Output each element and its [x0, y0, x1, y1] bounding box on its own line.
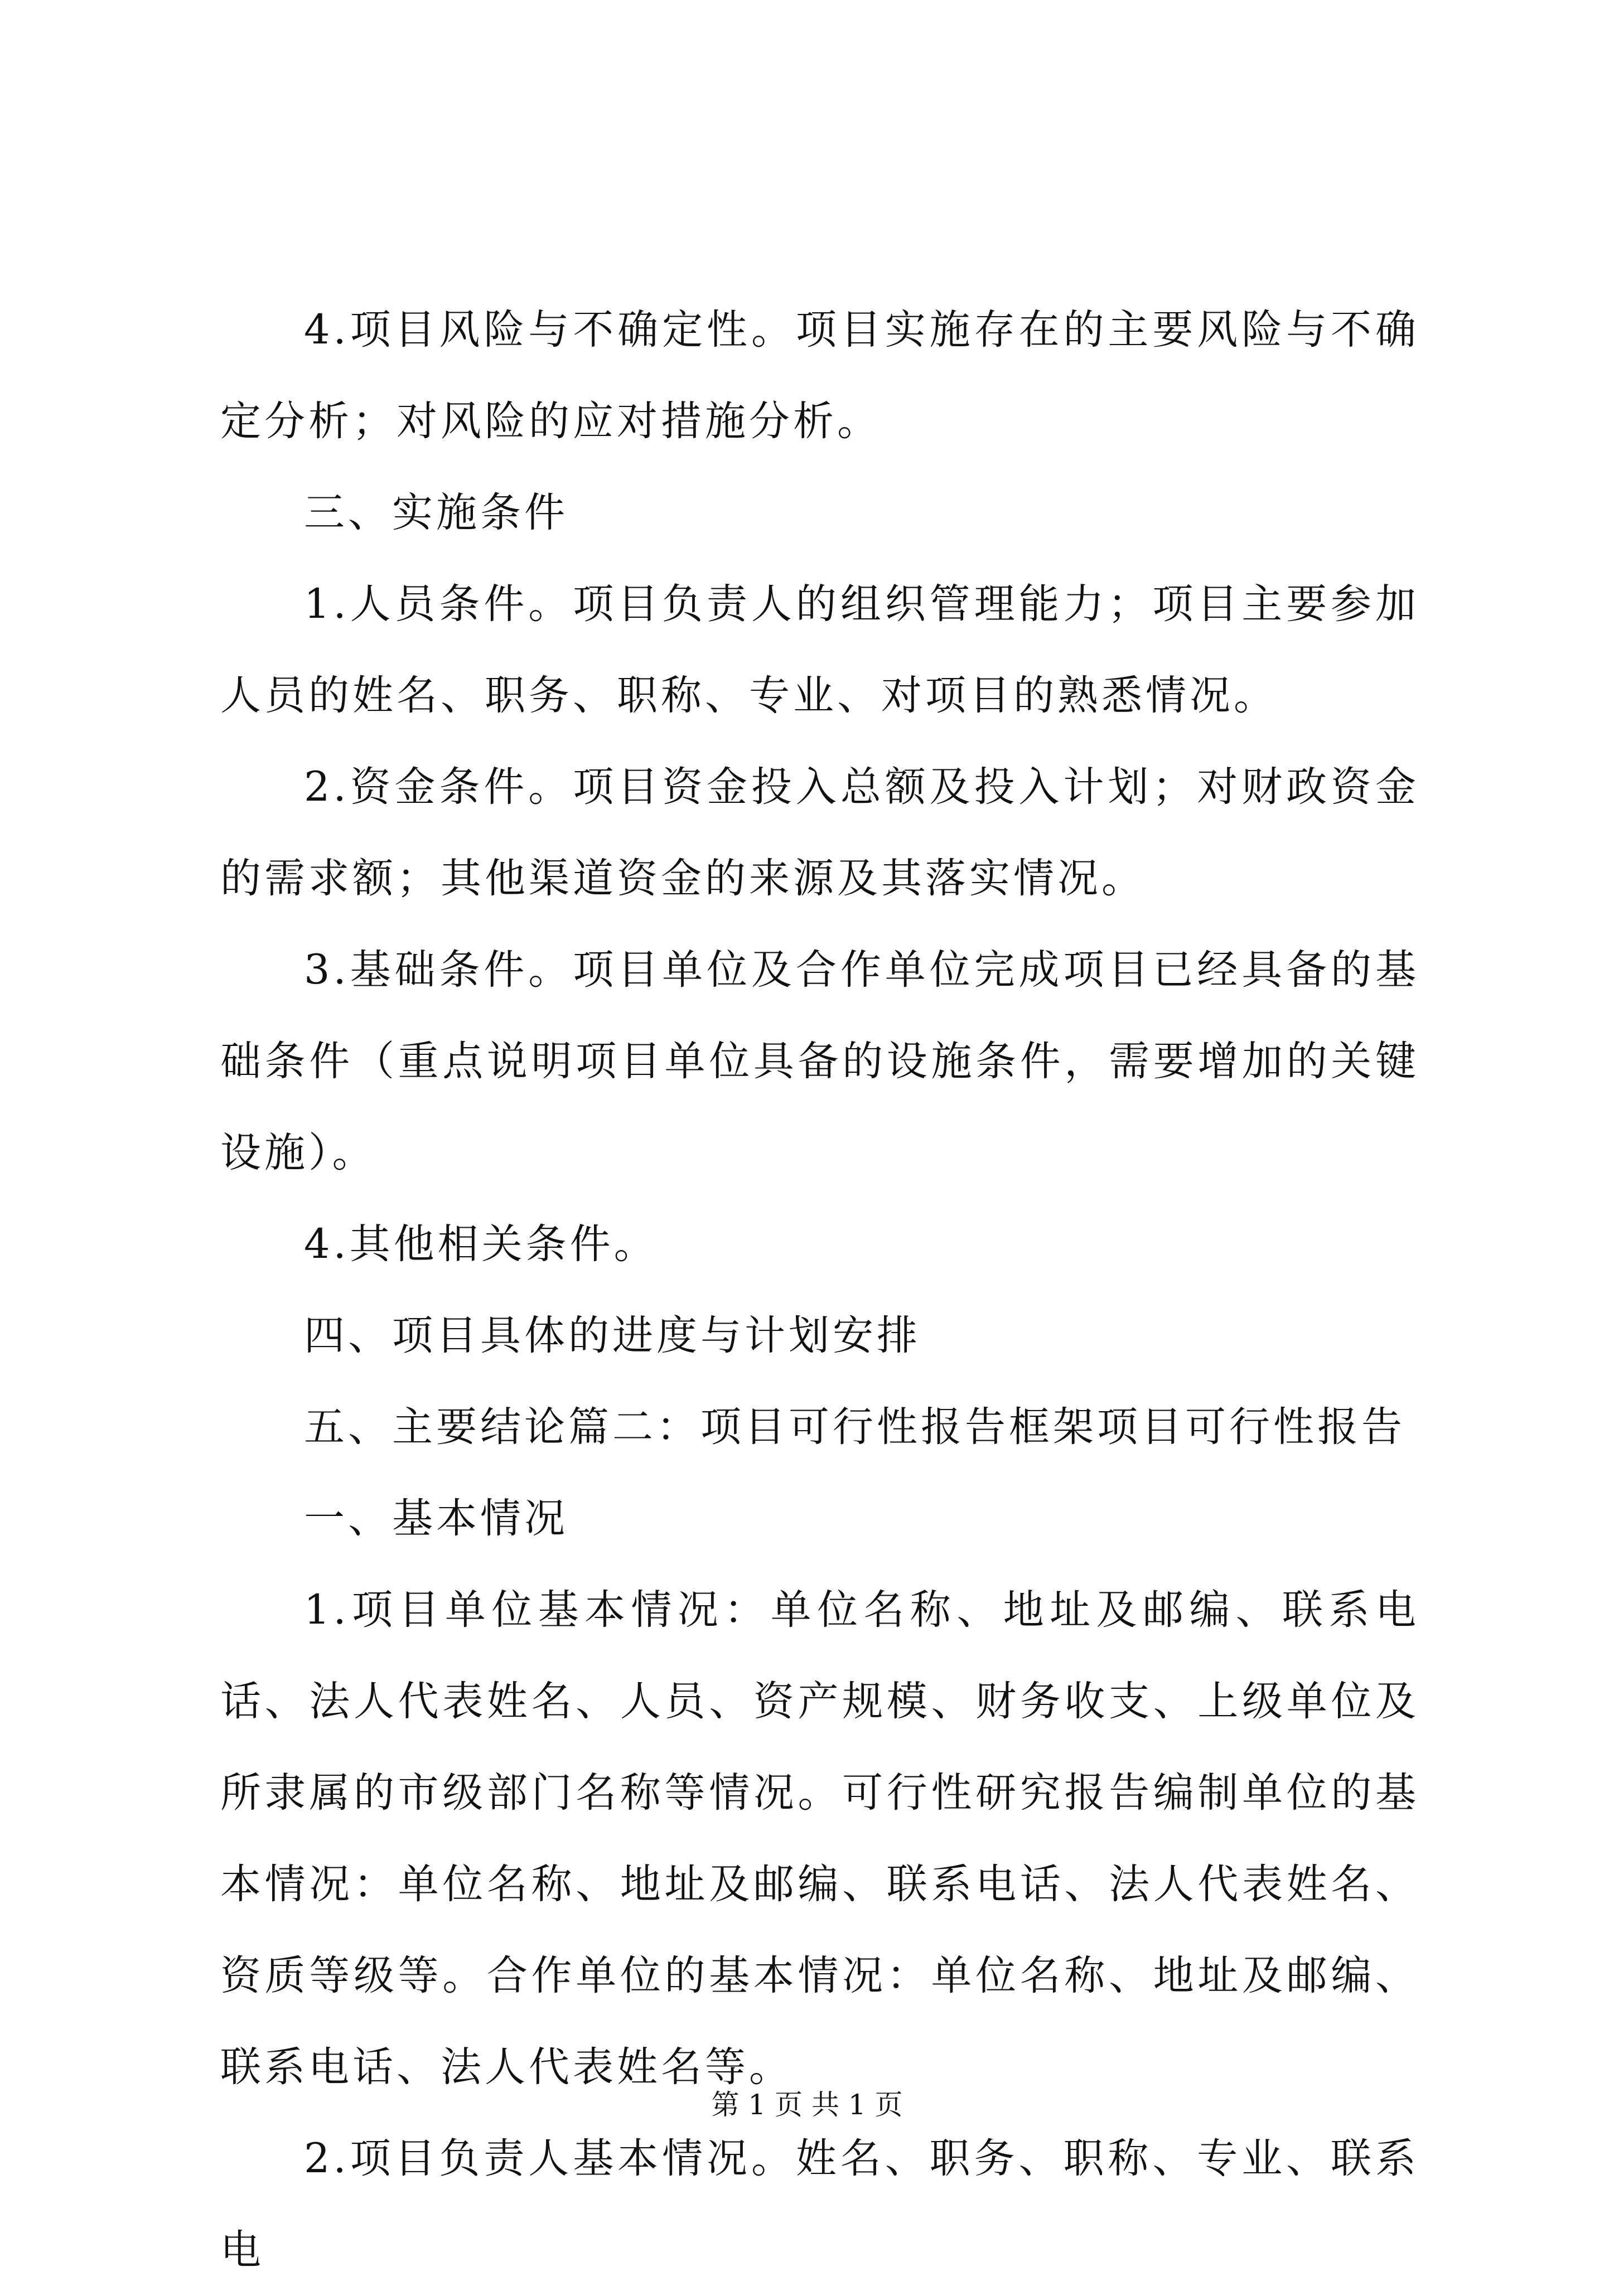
document-body	[220, 284, 1419, 2296]
paragraph-other-conditions: 4.其他相关条件。	[304, 1220, 658, 1268]
paragraph-project-leader: 2.项目负责人基本情况。姓名、职务、职称、专业、联系电	[220, 2135, 1419, 2274]
paragraph-funding-conditions: 2.资金条件。项目资金投入总额及投入计划；对财政资金的需求额；其他渠道资金的来源及其落实情况。	[220, 763, 1419, 902]
heading-implementation-conditions: 三、实施条件	[304, 489, 568, 536]
paragraph-basic-conditions: 3.基础条件。项目单位及合作单位完成项目已经具备的基础条件（重点说明项目单位具备的设施条件，需要增加的关键设施）。	[220, 946, 1419, 1176]
paragraph-personnel-conditions: 1.人员条件。项目负责人的组织管理能力；项目主要参加人员的姓名、职务、职称、专业、对项目的熟悉情况。	[220, 580, 1419, 719]
heading-schedule: 四、项目具体的进度与计划安排	[304, 1312, 921, 1359]
page-footer: 第 1 页 共 1 页	[711, 2089, 903, 2121]
paragraph-unit-information: 1.项目单位基本情况：单位名称、地址及邮编、联系电话、法人代表姓名、人员、资产规模、财务收支、上级单位及所隶属的市级部门名称等情况。可行性研究报告编制单位的基本情况：单位名称、地址及邮编、联系电话、法人代表姓名、资质等级等。合作单位的基本情况：单位名称、地址及邮编、联系电话、法人代表姓名等。	[220, 1586, 1419, 2091]
heading-conclusions: 五、主要结论篇二：项目可行性报告框架项目可行性报告	[304, 1403, 1405, 1451]
heading-basic-information: 一、基本情况	[304, 1495, 568, 1542]
paragraph-risk-uncertainty: 4.项目风险与不确定性。项目实施存在的主要风险与不确定分析；对风险的应对措施分析。	[220, 306, 1419, 445]
